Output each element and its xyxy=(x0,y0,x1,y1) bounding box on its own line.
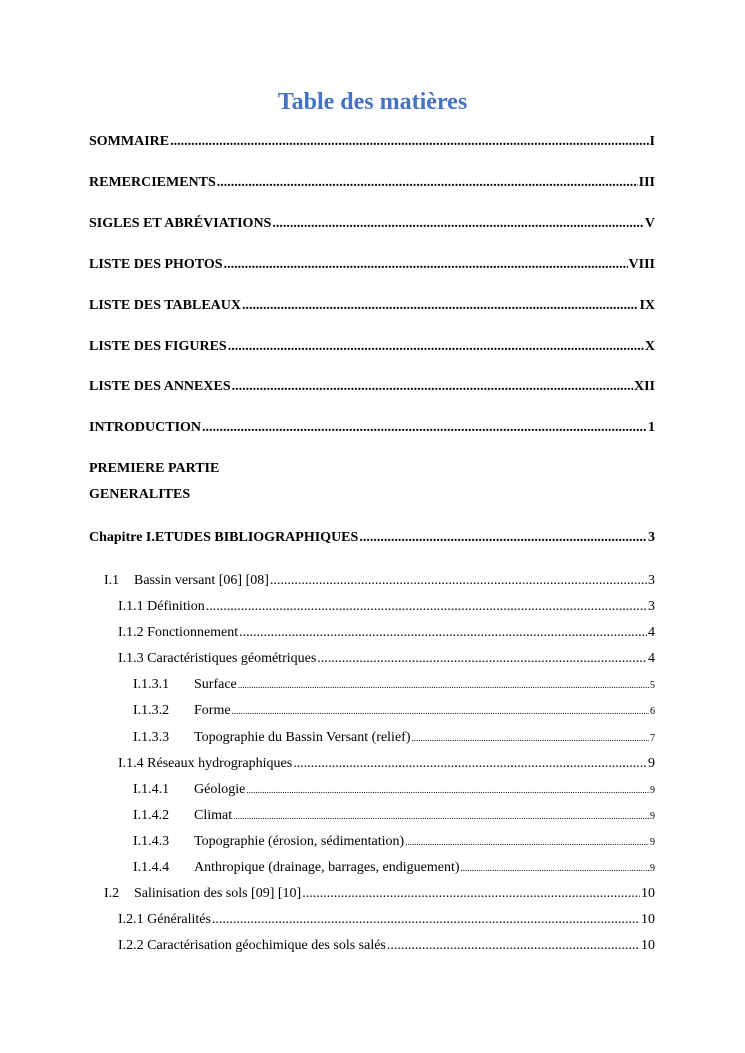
toc-entry-page: III xyxy=(638,175,655,190)
toc-entry-page: 9 xyxy=(648,756,655,771)
leader-dots xyxy=(206,599,647,615)
toc-entry-label: LISTE DES FIGURES xyxy=(89,339,227,354)
toc-entry-introduction[interactable] xyxy=(89,420,655,436)
toc-entry-number: I.1.4.4 xyxy=(133,860,170,875)
toc-entry-label: Chapitre I.ETUDES BIBLIOGRAPHIQUES xyxy=(89,530,359,545)
toc-entry-page: 3 xyxy=(648,573,655,588)
leader-dots xyxy=(246,785,649,795)
toc-entry-page: 3 xyxy=(648,599,655,614)
toc-entry-page: 10 xyxy=(641,938,655,953)
toc-entry-subsection[interactable] xyxy=(118,651,655,667)
toc-entry-page: V xyxy=(644,216,655,231)
leader-dots xyxy=(359,530,647,546)
toc-entry-liste-annexes[interactable] xyxy=(89,379,655,395)
toc-entry-subsection[interactable] xyxy=(118,938,655,954)
toc-entry-subsubsection[interactable] xyxy=(133,834,655,850)
toc-entry-label: Généralités xyxy=(147,912,211,927)
toc-entry-number: I.1.4.3 xyxy=(133,834,170,849)
toc-entry-number: I.2.1 xyxy=(118,912,144,927)
toc-entry-label: Anthropique (drainage, barrages, endiguement) xyxy=(194,860,460,875)
toc-entry-subsubsection[interactable] xyxy=(133,782,655,798)
toc-entry-number: I.2.2 xyxy=(118,938,144,953)
toc-entry-number: I.1.4.1 xyxy=(133,782,170,797)
toc-entry-sommaire[interactable] xyxy=(89,134,655,150)
toc-entry-page: 10 xyxy=(641,912,655,927)
toc-entry-label: LISTE DES TABLEAUX xyxy=(89,298,241,313)
toc-entry-label: Topographie du Bassin Versant (relief) xyxy=(194,730,411,745)
toc-entry-subsubsection[interactable] xyxy=(133,808,655,824)
leader-dots xyxy=(239,625,647,641)
toc-entry-page: 4 xyxy=(648,651,655,666)
toc-entry-number: I.1.3.1 xyxy=(133,677,170,692)
leader-dots xyxy=(405,837,649,847)
toc-entry-label: LISTE DES ANNEXES xyxy=(89,379,231,394)
leader-dots xyxy=(317,651,647,667)
toc-entry-page: I xyxy=(649,134,655,149)
toc-entry-page: 9 xyxy=(650,811,655,822)
toc-entry-page: IX xyxy=(639,298,655,313)
leader-dots xyxy=(387,938,640,954)
toc-entry-remerciements[interactable] xyxy=(89,175,655,191)
toc-entry-sigles[interactable] xyxy=(89,216,655,232)
toc-entry-page: 9 xyxy=(650,785,655,796)
leader-dots xyxy=(293,756,647,772)
toc-entry-chapter-1[interactable] xyxy=(89,530,655,546)
toc-entry-label: INTRODUCTION xyxy=(89,420,202,435)
toc-entry-subsection[interactable] xyxy=(118,599,655,615)
toc-entry-page: 5 xyxy=(650,680,655,691)
toc-entry-number: I.1.3.3 xyxy=(133,730,170,745)
toc-entry-page: XII xyxy=(633,379,655,394)
toc-entry-page: 3 xyxy=(648,530,655,545)
toc-entry-label: Réseaux hydrographiques xyxy=(147,756,293,771)
leader-dots xyxy=(272,216,644,232)
toc-entry-label: Topographie (érosion, sédimentation) xyxy=(194,834,405,849)
toc-entry-subsection[interactable] xyxy=(118,625,655,641)
toc-entry-liste-tableaux[interactable] xyxy=(89,298,655,314)
toc-entry-page: 9 xyxy=(650,863,655,874)
leader-dots xyxy=(228,339,644,355)
leader-dots xyxy=(302,886,640,902)
part-heading: PREMIERE PARTIE xyxy=(89,461,220,476)
toc-entry-label: LISTE DES PHOTOS xyxy=(89,257,223,272)
toc-entry-number: I.1.4.2 xyxy=(133,808,170,823)
toc-entry-number: I.1.2 xyxy=(118,625,144,640)
leader-dots xyxy=(224,257,628,273)
toc-entry-number: I.1.4 xyxy=(118,756,144,771)
leader-dots xyxy=(232,379,633,395)
leader-dots xyxy=(232,706,649,716)
toc-entry-page: 10 xyxy=(641,886,655,901)
toc-entry-page: X xyxy=(644,339,655,354)
toc-entry-page: VIII xyxy=(628,257,655,272)
toc-entry-subsubsection[interactable] xyxy=(133,677,655,693)
toc-entry-number: I.1 xyxy=(104,573,120,588)
part-subheading: GENERALITES xyxy=(89,487,191,502)
toc-entry-page: 6 xyxy=(650,706,655,717)
toc-entry-label: Caractérisation géochimique des sols salés xyxy=(147,938,386,953)
leader-dots xyxy=(217,175,638,191)
toc-entry-liste-figures[interactable] xyxy=(89,339,655,355)
toc-entry-number: I.1.1 xyxy=(118,599,144,614)
toc-entry-subsubsection[interactable] xyxy=(133,860,655,876)
toc-entry-label: Caractéristiques géométriques xyxy=(147,651,317,666)
toc-entry-number: I.1.3 xyxy=(118,651,144,666)
toc-entry-page: 1 xyxy=(648,420,655,435)
toc-entry-subsubsection[interactable] xyxy=(133,703,655,719)
toc-entry-label: Surface xyxy=(194,677,237,692)
toc-entry-section[interactable] xyxy=(104,573,655,589)
leader-dots xyxy=(212,912,640,928)
toc-entry-subsection[interactable] xyxy=(118,912,655,928)
toc-entry-label: REMERCIEMENTS xyxy=(89,175,216,190)
leader-dots xyxy=(202,420,647,436)
toc-entry-subsubsection[interactable] xyxy=(133,730,655,746)
toc-entry-label: Forme xyxy=(194,703,231,718)
leader-dots xyxy=(461,863,649,873)
toc-entry-label: SOMMAIRE xyxy=(89,134,170,149)
toc-entry-page: 4 xyxy=(648,625,655,640)
leader-dots xyxy=(170,134,648,150)
toc-entry-number: I.2 xyxy=(104,886,120,901)
leader-dots xyxy=(233,811,649,821)
leader-dots xyxy=(242,298,638,314)
toc-entry-page: 7 xyxy=(650,733,655,744)
leader-dots xyxy=(238,680,649,690)
toc-title: Table des matières xyxy=(277,89,468,115)
toc-entry-label: Climat xyxy=(194,808,233,823)
toc-entry-label: Salinisation des sols [09] [10] xyxy=(134,886,302,901)
toc-entry-label: Fonctionnement xyxy=(147,625,239,640)
toc-entry-page: 9 xyxy=(650,837,655,848)
leader-dots xyxy=(411,733,649,743)
toc-entry-subsection[interactable] xyxy=(118,756,655,772)
toc-entry-label: Définition xyxy=(147,599,205,614)
toc-entry-liste-photos[interactable] xyxy=(89,257,655,273)
leader-dots xyxy=(270,573,647,589)
toc-entry-label: SIGLES ET ABRÉVIATIONS xyxy=(89,216,272,231)
toc-entry-section[interactable] xyxy=(104,886,655,902)
toc-entry-label: Bassin versant [06] [08] xyxy=(134,573,269,588)
toc-entry-label: Géologie xyxy=(194,782,246,797)
toc-entry-number: I.1.3.2 xyxy=(133,703,170,718)
